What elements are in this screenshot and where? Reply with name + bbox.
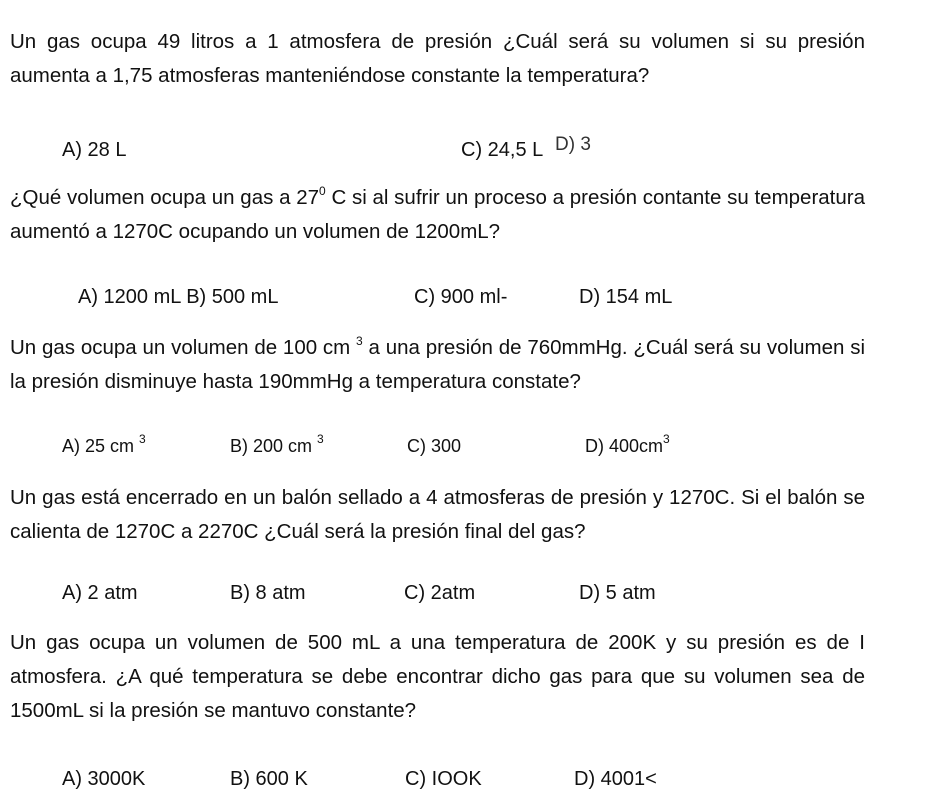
question-1-text: Un gas ocupa 49 litros a 1 atmosfera de presión ¿Cuál será su volumen si su presión aumenta a 1,75 atmosferas manteniéndose constante la temperatura? bbox=[10, 30, 865, 87]
question-5-text: Un gas ocupa un volumen de 500 mL a una temperatura de 200K y su presión es de I atmosfera. ¿A qué temperatura se debe encontrar dicho gas para que su volumen sea de 1500mL si la presión se mantuvo constante? bbox=[10, 631, 865, 722]
question-2-option-d: D) 154 mL bbox=[579, 286, 673, 308]
question-4-option-b: B) 8 atm bbox=[230, 582, 306, 604]
question-3-option-d-label: D) 400cm bbox=[585, 436, 664, 456]
question-1-option-c: C) 24,5 L bbox=[461, 139, 544, 161]
question-3-option-d bbox=[585, 434, 670, 458]
question-4-option-c: C) 2atm bbox=[404, 582, 476, 604]
question-1-option-a: A) 28 L bbox=[62, 139, 127, 161]
question-3-text bbox=[10, 331, 865, 399]
question-3-text-part2: a una presión de 760mmHg. ¿Cuál será su volumen si la presión disminuye hasta 190mmHg a temperatura constate? bbox=[10, 336, 866, 393]
question-3-cube-sup: 3 bbox=[356, 334, 363, 348]
question-4-option-a: A) 2 atm bbox=[62, 582, 138, 604]
question-5-option-a: A) 3000K bbox=[62, 768, 146, 790]
question-5-option-c: C) IOOK bbox=[405, 768, 482, 790]
question-4-text: Un gas está encerrado en un balón sellado a 4 atmosferas de presión y 1270C. Si el balón se calienta de 1270C a 2270C ¿Cuál será la presión final del gas? bbox=[10, 486, 865, 543]
question-5-option-b: B) 600 K bbox=[230, 768, 308, 790]
question-2-text-part1: ¿Qué volumen ocupa un gas a 27 bbox=[10, 186, 320, 209]
question-3-option-b-sup: 3 bbox=[317, 432, 324, 446]
question-3-text-part1: Un gas ocupa un volumen de 100 cm bbox=[10, 336, 357, 359]
question-3-option-a-label: A) 25 cm bbox=[62, 436, 135, 456]
question-5-option-d: D) 4001< bbox=[574, 768, 657, 790]
question-3-option-a-sup: 3 bbox=[139, 432, 146, 446]
question-2-degree-sup: 0 bbox=[319, 184, 326, 198]
question-2-text-part2: C si al sufrir un proceso a presión contante su temperatura aumentó a 1270C ocupando un volumen de 1200mL? bbox=[10, 186, 866, 243]
question-3-option-b bbox=[230, 434, 324, 458]
question-3-option-a bbox=[62, 434, 146, 458]
question-4-option-d: D) 5 atm bbox=[579, 582, 656, 604]
question-3-option-d-sup: 3 bbox=[663, 432, 670, 446]
question-2-options-ab: A) 1200 mL B) 500 mL bbox=[78, 286, 279, 308]
question-2-option-c: C) 900 ml- bbox=[414, 286, 508, 308]
question-2-text bbox=[10, 181, 865, 249]
question-3-option-b-label: B) 200 cm bbox=[230, 436, 313, 456]
question-1-option-d: D) 3 bbox=[555, 134, 591, 155]
question-3-option-c: C) 300 bbox=[407, 436, 462, 456]
